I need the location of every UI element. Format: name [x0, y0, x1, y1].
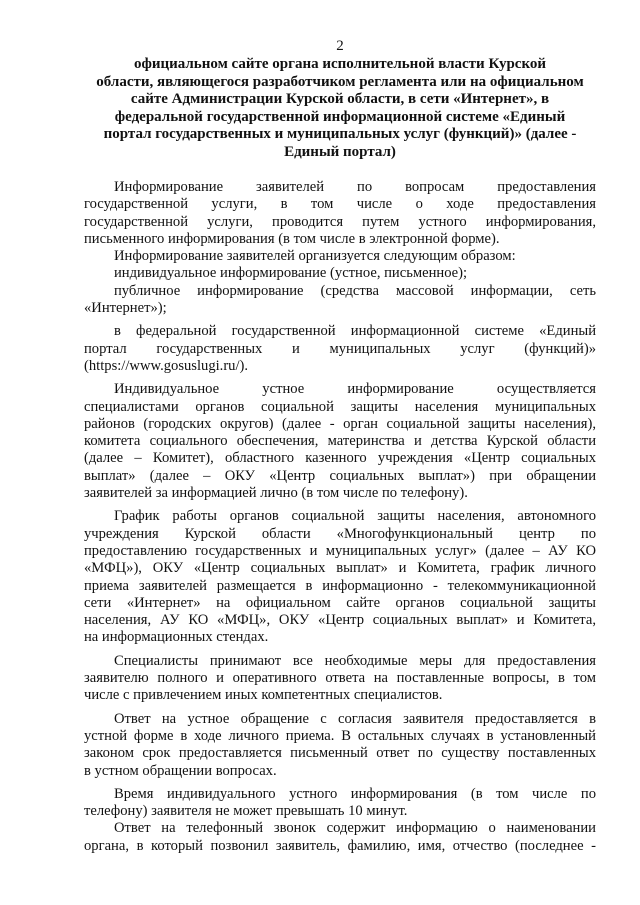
heading-line: официальном сайте органа исполнительной власти Курской: [133, 56, 547, 72]
paragraph-line: населения, АУ КО «МФЦ», ОКУ «Центр социальных выплат» и Комитета,: [84, 612, 596, 629]
paragraph-line: специалистами органов социальной защиты населения муниципальных: [84, 398, 596, 415]
heading-line: портал государственных и муниципальных услуг (функций)» (далее -: [103, 126, 577, 142]
paragraph: [84, 786, 596, 821]
paragraph-line: индивидуальное информирование (устное, письменное);: [114, 265, 468, 282]
paragraph-line: (https://www.gosuslugi.ru/).: [84, 357, 249, 374]
paragraph-line: Время индивидуального устного информирования (в том числе по: [114, 785, 596, 802]
paragraph-line: График работы органов социальной защиты населения, автономного: [114, 508, 596, 525]
paragraph-line: устной форме в ходе личного приема. В остальных случаях в установленный: [84, 727, 596, 744]
paragraph-line: Ответ на устное обращение с согласия заявителя предоставляется в: [114, 710, 596, 727]
paragraph: [84, 323, 596, 375]
paragraph-line: государственной услуги, в том числе о ходе предоставления: [84, 196, 596, 213]
paragraph-line: «МФЦ»), ОКУ «Центр социальных выплат» и Комитета, график личного: [84, 560, 596, 577]
paragraph-line: заявителю полного и оперативного ответа на поставленные вопросы, в том: [84, 670, 596, 687]
paragraph: [84, 179, 596, 248]
heading-line: сайте Администрации Курской области, в сети «Интернет», в: [130, 91, 550, 107]
paragraph-line: письменного информирования (в том числе в электронной форме).: [84, 230, 500, 247]
paragraph-line: выплат» (далее – ОКУ «Центр социальных выплат») при обращении: [84, 467, 596, 484]
paragraph-line: предоставлению государственных и муниципальных услуг» (далее – АУ КО: [84, 542, 596, 559]
paragraph-line: комитета социального обеспечения, материнства и детства Курской области: [84, 433, 596, 450]
paragraph-line: государственной услуги, проводится путем устного информирования,: [84, 213, 596, 230]
paragraph-line: (далее – Комитет), областного казенного учреждения «Центр социальных: [84, 450, 596, 467]
paragraph-line: сети «Интернет» на официальном сайте органов социальной защиты: [84, 594, 596, 611]
paragraph-line: на информационных стендах.: [84, 629, 269, 646]
paragraph: [84, 820, 596, 855]
paragraph-line: Специалисты принимают все необходимые меры для предоставления: [114, 652, 596, 669]
paragraph-line: Ответ на телефонный звонок содержит информацию о наименовании: [114, 820, 596, 837]
paragraph: [84, 248, 596, 265]
heading-line: Единый портал): [284, 143, 396, 160]
page-number: 2: [336, 38, 344, 54]
paragraph: [84, 711, 596, 780]
paragraph-line: публичное информирование (средства массовой информации, сеть: [114, 282, 596, 299]
paragraph: [84, 653, 596, 705]
heading-line: области, являющегося разработчиком регламента или на официальном: [96, 73, 584, 90]
paragraph: [84, 508, 596, 646]
paragraph: [84, 265, 596, 282]
paragraph-line: в устном обращении вопросах.: [84, 762, 277, 779]
paragraph-line: в федеральной государственной информационной системе «Единый: [114, 323, 596, 340]
paragraph-line: портал государственных и муниципальных услуг (функций)»: [84, 340, 596, 357]
paragraph-line: учреждения Курской области «Многофункциональный центр по: [84, 525, 596, 542]
paragraph-line: приема заявителей размещается в информационно - телекоммуникационной: [84, 577, 596, 594]
paragraph-line: органа, в который позвонил заявитель, фамилию, имя, отчество (последнее -: [84, 837, 596, 854]
paragraph-line: Индивидуальное устное информирование осуществляется: [114, 381, 596, 398]
paragraph-line: Информирование заявителей организуется следующим образом:: [114, 248, 516, 265]
paragraph-line: «Интернет»);: [84, 300, 167, 317]
paragraph-line: числе с привлечением иных компетентных специалистов.: [84, 687, 443, 704]
paragraph: [84, 283, 596, 318]
paragraph-line: заявителей за информацией лично (в том числе по телефону).: [84, 485, 468, 502]
body-text: [84, 179, 596, 855]
section-heading: [84, 56, 596, 161]
paragraph-line: телефону) заявителя не может превышать 10 минут.: [84, 803, 408, 820]
heading-line: федеральной государственной информационной системе «Единый: [114, 108, 566, 125]
paragraph-line: районов (городских округов) (далее - орган социальной защиты населения),: [84, 415, 596, 432]
paragraph-line: законом срок предоставляется письменный ответ по существу поставленных: [84, 745, 596, 762]
paragraph-line: Информирование заявителей по вопросам предоставления: [114, 179, 596, 195]
paragraph: [84, 381, 596, 502]
